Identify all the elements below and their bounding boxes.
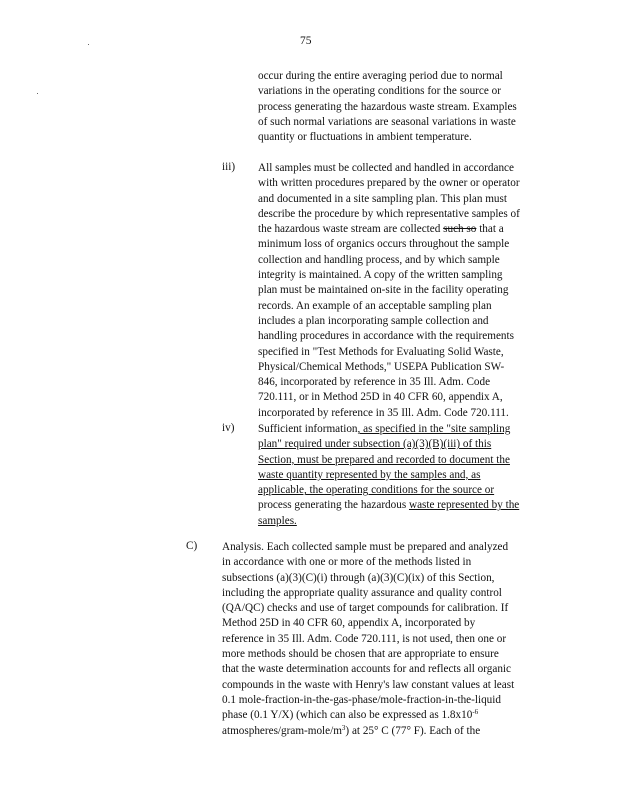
text-line: subsections (a)(3)(C)(i) through (a)(3)(C)(ix) of this Section, bbox=[222, 571, 495, 584]
text-fragment: phase (0.1 Y/X) (which can also be expressed as 1.8x10 bbox=[222, 709, 473, 722]
scan-dot-2 bbox=[37, 93, 38, 94]
text-line: All samples must be collected and handled in accordance bbox=[258, 162, 514, 174]
text-line: 720.111, or in Method 25D in 40 CFR 60, appendix A, bbox=[258, 391, 503, 404]
text-line: collection and handling process, and by which sample bbox=[258, 253, 500, 266]
text-line: of such normal variations are seasonal variations in waste bbox=[258, 115, 516, 128]
underlined-added-text: applicable, the operating conditions for the source or bbox=[258, 484, 495, 497]
text-line: more methods should be chosen that are appropriate to ensure bbox=[222, 648, 499, 661]
text-line bbox=[258, 483, 519, 498]
text-line: handling procedures in accordance with the requirements bbox=[258, 330, 514, 343]
text-fragment: process generating the hazardous bbox=[258, 499, 409, 512]
underlined-added-text: plan" required under subsection (a)(3)(B)(iii) of this bbox=[258, 438, 492, 451]
text-line: records. An example of an acceptable sampling plan bbox=[258, 299, 492, 312]
text-line: process generating the hazardous waste stream. Examples bbox=[258, 100, 517, 113]
text-line: variations in the operating conditions for the source or bbox=[258, 85, 501, 98]
text-line: 0.1 mole-fraction-in-the-gas-phase/mole-fraction-in-the-liquid bbox=[222, 693, 501, 706]
text-fragment: that a bbox=[476, 223, 504, 236]
text-line bbox=[258, 514, 519, 529]
item-iii-paragraph bbox=[258, 161, 520, 421]
superscript: 3 bbox=[341, 723, 346, 732]
continuation-paragraph bbox=[258, 69, 517, 145]
text-line: integrity is maintained. A copy of the written sampling bbox=[258, 269, 503, 282]
text-line: 846, incorporated by reference in 35 Ill. Adm. Code bbox=[258, 376, 491, 389]
text-fragment: the hazardous waste stream are collected bbox=[258, 223, 444, 236]
text-line bbox=[258, 498, 519, 513]
text-fragment: ) at 25° C (77° F). Each of the bbox=[345, 724, 481, 737]
text-line bbox=[258, 453, 519, 468]
struck-deleted-text: such so bbox=[443, 223, 477, 236]
page-number: 75 bbox=[300, 35, 312, 47]
text-line: compounds in the waste with Henry's law constant values at least bbox=[222, 678, 515, 691]
item-iv-label: iv) bbox=[222, 422, 235, 434]
text-line bbox=[222, 708, 514, 723]
text-line bbox=[222, 724, 514, 739]
superscript: -6 bbox=[472, 708, 479, 717]
underlined-added-text: Section, must be prepared and recorded to document the bbox=[258, 453, 510, 466]
text-fragment: atmospheres/gram-mole/m bbox=[222, 724, 342, 737]
scan-dot-1 bbox=[88, 44, 89, 45]
item-c-label: C) bbox=[186, 540, 198, 552]
text-line: Analysis. Each collected sample must be prepared and analyzed bbox=[222, 541, 509, 553]
text-fragment: Sufficient information bbox=[258, 423, 358, 435]
text-line: specified in "Test Methods for Evaluating Solid Waste, bbox=[258, 345, 504, 358]
item-c-paragraph bbox=[222, 540, 514, 739]
text-line: in accordance with one or more of the methods listed in bbox=[222, 556, 472, 569]
underlined-added-text: samples. bbox=[258, 514, 297, 527]
text-line: plan must be maintained on-site in the facility operating bbox=[258, 284, 509, 297]
text-line bbox=[258, 468, 519, 483]
underlined-added-text: waste represented by the bbox=[408, 499, 520, 512]
text-line: that the waste determination accounts for and reflects all organic bbox=[222, 663, 512, 676]
text-line: reference in 35 Ill. Adm. Code 720.111, is not used, then one or bbox=[222, 632, 507, 645]
text-line: including the appropriate quality assurance and quality control bbox=[222, 586, 502, 599]
text-line: minimum loss of organics occurs throughout the sample bbox=[258, 238, 510, 251]
text-line: and documented in a site sampling plan. This plan must bbox=[258, 192, 507, 205]
text-line: incorporated by reference in 35 Ill. Adm. Code 720.111. bbox=[258, 406, 509, 419]
item-iv-paragraph bbox=[258, 422, 519, 529]
underlined-added-text: , as specified in the "site sampling bbox=[357, 423, 511, 435]
text-line: with written procedures prepared by the owner or operator bbox=[258, 177, 520, 190]
text-line bbox=[258, 437, 519, 452]
text-line: (QA/QC) checks and use of target compounds for calibration. If bbox=[222, 602, 509, 615]
underlined-added-text: waste quantity represented by the samples and, as bbox=[258, 468, 481, 481]
text-line bbox=[258, 222, 520, 237]
text-line: includes a plan incorporating sample collection and bbox=[258, 314, 489, 327]
text-line: quantity or fluctuations in ambient temperature. bbox=[258, 131, 472, 144]
text-line bbox=[258, 422, 519, 437]
text-line: describe the procedure by which representative samples of bbox=[258, 207, 520, 220]
text-line: occur during the entire averaging period due to normal bbox=[258, 70, 503, 82]
text-line: Physical/Chemical Methods," USEPA Publication SW- bbox=[258, 360, 505, 373]
item-iii-label: iii) bbox=[222, 161, 236, 173]
text-line: Method 25D in 40 CFR 60, appendix A, incorporated by bbox=[222, 617, 476, 630]
